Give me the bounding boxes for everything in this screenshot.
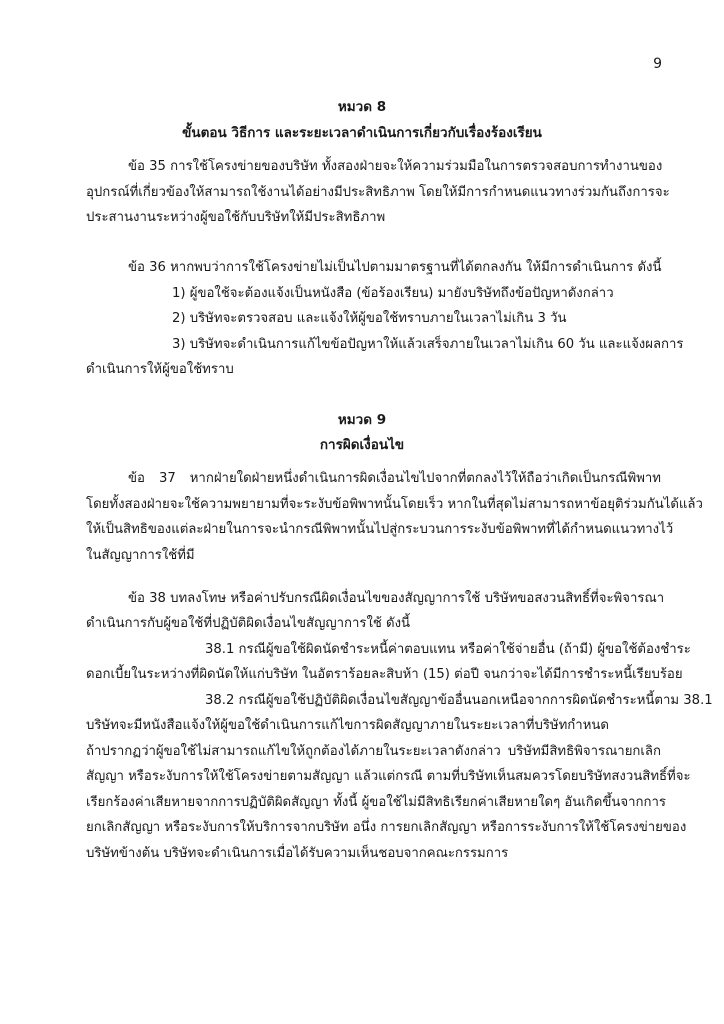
clause-38-2-line-3: ถ้าปรากฏว่าผู้ขอใช้ไม่สามารถแก้ไขให้ถูกต้องได้ภายในระยะเวลาดังกล่าว บริษัทมีสิทธิพิจารณายกเลิก	[86, 744, 661, 759]
clause-38-2-line-2: บริษัทจะมีหนังสือแจ้งให้ผู้ขอใช้ดำเนินการแก้ไขการผิดสัญญาภายในระยะเวลาที่บริษัทกำหนด	[86, 718, 609, 733]
clause-37-line-3: ให้เป็นสิทธิของแต่ละฝ่ายในการจะนำกรณีพิพาทนั้นไปสู่กระบวนการระงับข้อพิพาทที่ได้กำหนดแนวทางไว้	[86, 522, 674, 537]
clause-38-line-1: ข้อ 38 บทลงโทษ หรือค่าปรับกรณีผิดเงื่อนไขของสัญญาการใช้ บริษัทขอสงวนสิทธิ์ที่จะพิจารณา	[128, 591, 665, 606]
section-9-heading: หมวด 9	[337, 412, 387, 428]
clause-38-1-line-2: ดอกเบี้ยในระหว่างที่ผิดนัดให้แก่บริษัท ในอัตราร้อยละสิบห้า (15) ต่อปี จนกว่าจะได้มีการชำระหนี้เรียบร้อย	[86, 667, 683, 682]
clause-38-2-line-4: สัญญา หรือระงับการให้ใช้โครงข่ายตามสัญญา แล้วแต่กรณี ตามที่บริษัทเห็นสมควรโดยบริษัทสงวนสิทธิ์ที่จะ	[86, 769, 691, 784]
clause-36-item-1: 1) ผู้ขอใช้จะต้องแจ้งเป็นหนังสือ (ข้อร้องเรียน) มายังบริษัทถึงข้อปัญหาดังกล่าว	[172, 286, 614, 301]
clause-37-line-2: โดยทั้งสองฝ่ายจะใช้ความพยายามที่จะระงับข้อพิพาทนั้นโดยเร็ว หากในที่สุดไม่สามารถหาข้อยุติร่วมกันได้แล้ว	[86, 497, 703, 512]
clause-35-line-2: อุปกรณ์ที่เกี่ยวข้องให้สามารถใช้งานได้อย่างมีประสิทธิภาพ โดยให้มีการกำหนดแนวทางร่วมกันถึงการจะ	[86, 185, 670, 200]
section-8-heading: หมวด 8	[337, 99, 387, 115]
clause-36-line-1: ข้อ 36 หากพบว่าการใช้โครงข่ายไม่เป็นไปตามมาตรฐานที่ได้ตกลงกัน ให้มีการดำเนินการ ดังนี้	[128, 260, 662, 275]
page-number: 9	[653, 56, 662, 72]
clause-38-1-line-1: 38.1 กรณีผู้ขอใช้ผิดนัดชำระหนี้ค่าตอบแทน หรือค่าใช้จ่ายอื่น (ถ้ามี) ผู้ขอใช้ต้องชำระ	[205, 642, 691, 657]
section-8-title: ขั้นตอน วิธีการ และระยะเวลาดำเนินการเกี่ยวกับเรื่องร้องเรียน	[182, 125, 542, 141]
clause-38-2-line-7: บริษัทข้างต้น บริษัทจะดำเนินการเมื่อได้รับความเห็นชอบจากคณะกรรมการ	[86, 846, 509, 861]
clause-35-line-3: ประสานงานระหว่างผู้ขอใช้กับบริษัทให้มีประสิทธิภาพ	[86, 210, 386, 225]
clause-35-line-1: ข้อ 35 การใช้โครงข่ายของบริษัท ทั้งสองฝ่ายจะให้ความร่วมมือในการตรวจสอบการทำงานของ	[128, 159, 663, 174]
clause-36-item-2: 2) บริษัทจะตรวจสอบ และแจ้งให้ผู้ขอใช้ทราบภายในเวลาไม่เกิน 3 วัน	[172, 311, 567, 326]
clause-38-2-line-1: 38.2 กรณีผู้ขอใช้ปฏิบัติผิดเงื่อนไขสัญญาข้ออื่นนอกเหนือจากการผิดนัดชำระหนี้ตาม 38.1	[205, 693, 713, 708]
clause-37-line-4: ในสัญญาการใช้ที่มี	[86, 548, 195, 563]
clause-38-line-2: ดำเนินการกับผู้ขอใช้ที่ปฏิบัติผิดเงื่อนไขสัญญาการใช้ ดังนี้	[86, 616, 411, 631]
clause-37-line-1: ข้อ 37 หากฝ่ายใดฝ่ายหนึ่งดำเนินการผิดเงื่อนไขไปจากที่ตกลงไว้ให้ถือว่าเกิดเป็นกรณีพิพาท	[128, 471, 661, 486]
clause-38-2-line-5: เรียกร้องค่าเสียหายจากการปฏิบัติผิดสัญญา ทั้งนี้ ผู้ขอใช้ไม่มีสิทธิเรียกค่าเสียหายใดๆ อันเกิดขึ้นจากการ	[86, 795, 666, 810]
clause-36-item-3: 3) บริษัทจะดำเนินการแก้ไขข้อปัญหาให้แล้วเสร็จภายในเวลาไม่เกิน 60 วัน และแจ้งผลการ	[172, 337, 684, 352]
clause-36-item-3-cont: ดำเนินการให้ผู้ขอใช้ทราบ	[86, 362, 234, 377]
section-9-title: การผิดเงื่อนไข	[319, 437, 405, 453]
clause-38-2-line-6: ยกเลิกสัญญา หรือระงับการให้บริการจากบริษัท อนึ่ง การยกเลิกสัญญา หรือการระงับการให้ใช้โครงข่ายของ	[86, 820, 687, 835]
